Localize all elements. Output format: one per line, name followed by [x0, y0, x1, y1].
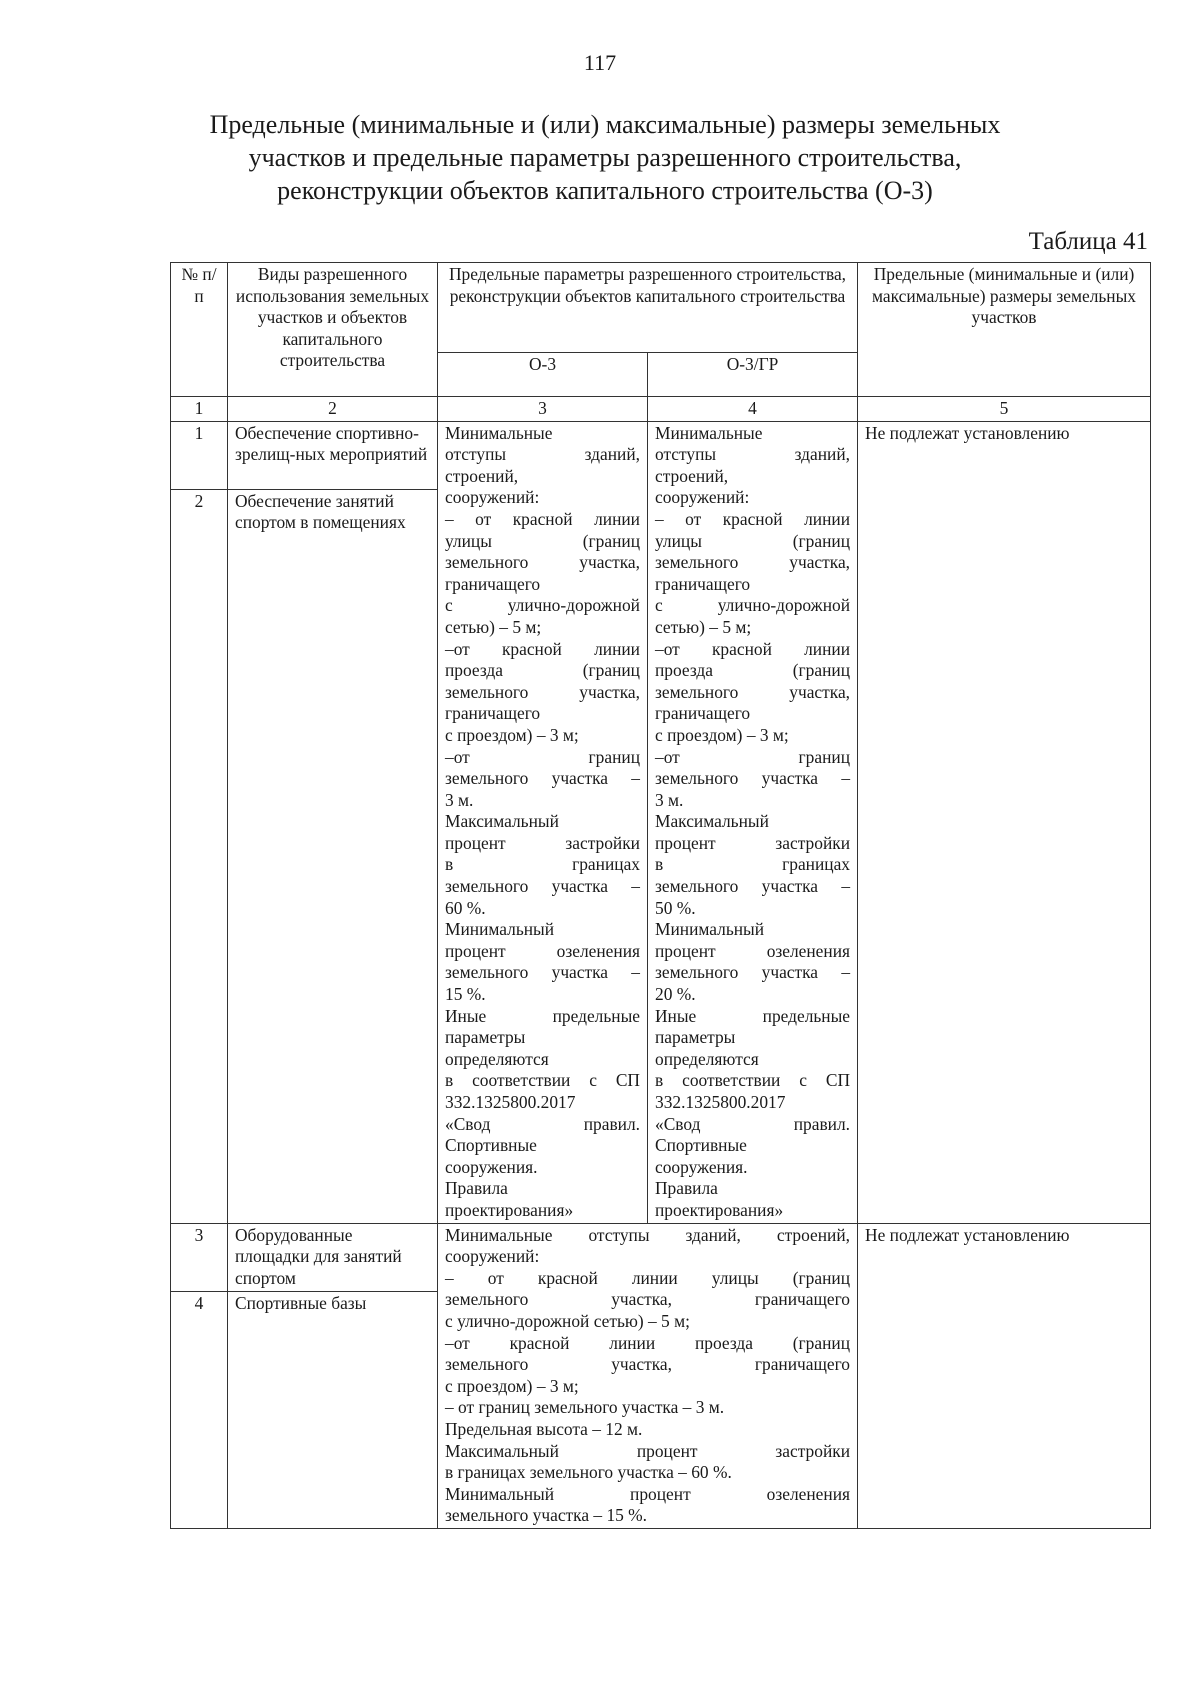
title-line: Предельные (минимальные и (или) максимальные) размеры земельных	[209, 110, 1001, 139]
param-line: с проездом) – 3 м;	[655, 724, 789, 745]
param-line: улицы (границ	[655, 530, 851, 551]
param-line: граничащего	[655, 703, 751, 724]
o3gr-parameters	[648, 421, 858, 1223]
param-line: – от красной линии улицы (границ	[445, 1267, 851, 1288]
param-line: земельного участка,	[655, 681, 851, 702]
param-line: проектирования»	[445, 1199, 574, 1220]
column-number: 3	[438, 397, 648, 422]
column-number-row	[171, 397, 1151, 422]
param-line: отступы зданий,	[655, 444, 851, 465]
param-line: процент застройки	[655, 832, 851, 853]
param-line: процент застройки	[445, 832, 640, 853]
column-number: 2	[228, 397, 438, 422]
row-number: 1	[171, 421, 228, 489]
page-number: 117	[583, 50, 617, 75]
param-line: в границах земельного участка – 60 %.	[445, 1462, 732, 1483]
param-line: граничащего	[445, 573, 541, 594]
param-line: земельного участка –	[445, 962, 640, 983]
param-line: проектирования»	[655, 1199, 784, 1220]
param-line: земельного участка, граничащего	[445, 1289, 851, 1310]
table-row	[171, 421, 1151, 489]
param-line: – от красной линии	[445, 508, 640, 529]
param-line: –от красной линии проезда (границ	[445, 1332, 851, 1353]
param-line: Иные предельные	[655, 1005, 851, 1026]
param-line: с проездом) – 3 м;	[445, 1375, 579, 1396]
param-line: 3 м.	[655, 789, 684, 810]
param-line: процент озеленения	[445, 940, 640, 961]
row-number: 2	[171, 489, 228, 1223]
row-use-type: Спортивные базы	[228, 1291, 438, 1528]
param-line: –от красной линии	[445, 638, 640, 659]
header-zone-o3: О-3	[438, 353, 648, 397]
title-line: реконструкции объектов капитального строительства (О-3)	[277, 176, 933, 205]
param-line: строений,	[445, 465, 519, 486]
param-line: Минимальный процент озеленения	[445, 1483, 851, 1504]
param-line: параметры	[445, 1027, 526, 1048]
header-land-size: Предельные (минимальные и (или) максимальные) размеры земельных участков	[858, 263, 1151, 397]
title-line: участков и предельные параметры разрешенного строительства,	[248, 143, 962, 172]
param-line: земельного участка –	[445, 768, 640, 789]
param-line: с улично-дорожной	[445, 595, 640, 616]
param-line: Предельная высота – 12 м.	[445, 1418, 643, 1439]
param-line: сооружений:	[445, 487, 540, 508]
param-line: Максимальный	[445, 811, 559, 832]
column-number: 5	[858, 397, 1151, 422]
param-line: с улично-дорожной сетью) – 5 м;	[445, 1310, 690, 1331]
param-line: «Свод правил.	[445, 1113, 640, 1134]
param-line: в границах	[445, 854, 640, 875]
param-line: Минимальный	[655, 919, 765, 940]
param-line: 15 %.	[445, 984, 486, 1005]
param-line: в границах	[655, 854, 851, 875]
param-line: определяются	[655, 1048, 759, 1069]
header-parameters-group: Предельные параметры разрешенного строительства, реконструкции объектов капитального строительства	[438, 263, 858, 353]
param-line: Правила	[655, 1178, 718, 1199]
land-size-cell: Не подлежат установлению	[858, 1223, 1151, 1528]
param-line: земельного участка,	[445, 552, 640, 573]
param-line: Минимальные	[445, 422, 553, 443]
param-line: Спортивные	[445, 1135, 537, 1156]
param-line: 20 %.	[655, 984, 696, 1005]
param-line: граничащего	[655, 573, 751, 594]
param-line: земельного участка –	[655, 876, 851, 897]
land-size-cell: Не подлежат установлению	[858, 421, 1151, 1223]
shared-parameters	[438, 1223, 858, 1528]
param-line: земельного участка –	[655, 962, 851, 983]
param-line: в соответствии с СП	[445, 1070, 640, 1091]
param-line: строений,	[655, 465, 729, 486]
header-use-type: Виды разрешенного использования земельных участков и объектов капитального строительства	[228, 263, 438, 397]
param-line: –от границ	[655, 746, 851, 767]
document-title	[180, 108, 1030, 207]
row-number: 4	[171, 1291, 228, 1528]
param-line: земельного участка,	[445, 681, 640, 702]
parameters-table	[170, 262, 1151, 1529]
param-line: 332.1325800.2017	[655, 1092, 786, 1112]
param-line: отступы зданий,	[445, 444, 640, 465]
param-line: сетью) – 5 м;	[655, 616, 752, 637]
param-line: Максимальный	[655, 811, 769, 832]
param-line: Правила	[445, 1178, 508, 1199]
o3-parameters	[438, 421, 648, 1223]
column-number: 4	[648, 397, 858, 422]
param-line: процент озеленения	[655, 940, 851, 961]
param-line: Спортивные	[655, 1135, 747, 1156]
param-line: сетью) – 5 м;	[445, 616, 542, 637]
header-row	[171, 263, 1151, 353]
param-line: с проездом) – 3 м;	[445, 724, 579, 745]
param-line: –от границ	[445, 746, 640, 767]
param-line: с улично-дорожной	[655, 595, 851, 616]
row-use-type: Обеспечение занятий спортом в помещениях	[228, 489, 438, 1223]
param-line: проезда (границ	[655, 660, 851, 681]
param-line: параметры	[655, 1027, 736, 1048]
table-row	[171, 1223, 1151, 1291]
row-number: 3	[171, 1223, 228, 1291]
param-line: сооружений:	[655, 487, 750, 508]
param-line: сооружений:	[445, 1246, 540, 1267]
param-line: Иные предельные	[445, 1005, 640, 1026]
param-line: –от красной линии	[655, 638, 851, 659]
param-line: земельного участка –	[655, 768, 851, 789]
param-line: граничащего	[445, 703, 541, 724]
row-use-type: Обеспечение спортивно-зрелищ-ных мероприятий	[228, 421, 438, 489]
param-line: в соответствии с СП	[655, 1070, 851, 1091]
param-line: земельного участка, граничащего	[445, 1354, 851, 1375]
param-line: земельного участка – 15 %.	[445, 1505, 648, 1526]
param-line: Минимальные	[655, 422, 763, 443]
param-line: – от красной линии	[655, 508, 851, 529]
param-line: улицы (границ	[445, 530, 640, 551]
param-line: Минимальный	[445, 919, 555, 940]
param-line: Максимальный процент застройки	[445, 1440, 851, 1461]
table-label: Таблица 41	[1028, 228, 1148, 255]
param-line: 332.1325800.2017	[445, 1092, 576, 1112]
param-line: земельного участка –	[445, 876, 640, 897]
header-zone-o3gr: О-3/ГР	[648, 353, 858, 397]
header-number: № п/п	[171, 263, 228, 397]
param-line: 50 %.	[655, 897, 696, 918]
row-use-type: Оборудованные площадки для занятий спортом	[228, 1223, 438, 1291]
param-line: сооружения.	[445, 1156, 538, 1177]
param-line: Минимальные отступы зданий, строений,	[445, 1224, 851, 1245]
param-line: – от границ земельного участка – 3 м.	[445, 1397, 725, 1418]
param-line: земельного участка,	[655, 552, 851, 573]
param-line: сооружения.	[655, 1156, 748, 1177]
param-line: «Свод правил.	[655, 1113, 851, 1134]
param-line: определяются	[445, 1048, 549, 1069]
param-line: 3 м.	[445, 789, 474, 810]
param-line: 60 %.	[445, 897, 486, 918]
column-number: 1	[171, 397, 228, 422]
param-line: проезда (границ	[445, 660, 640, 681]
